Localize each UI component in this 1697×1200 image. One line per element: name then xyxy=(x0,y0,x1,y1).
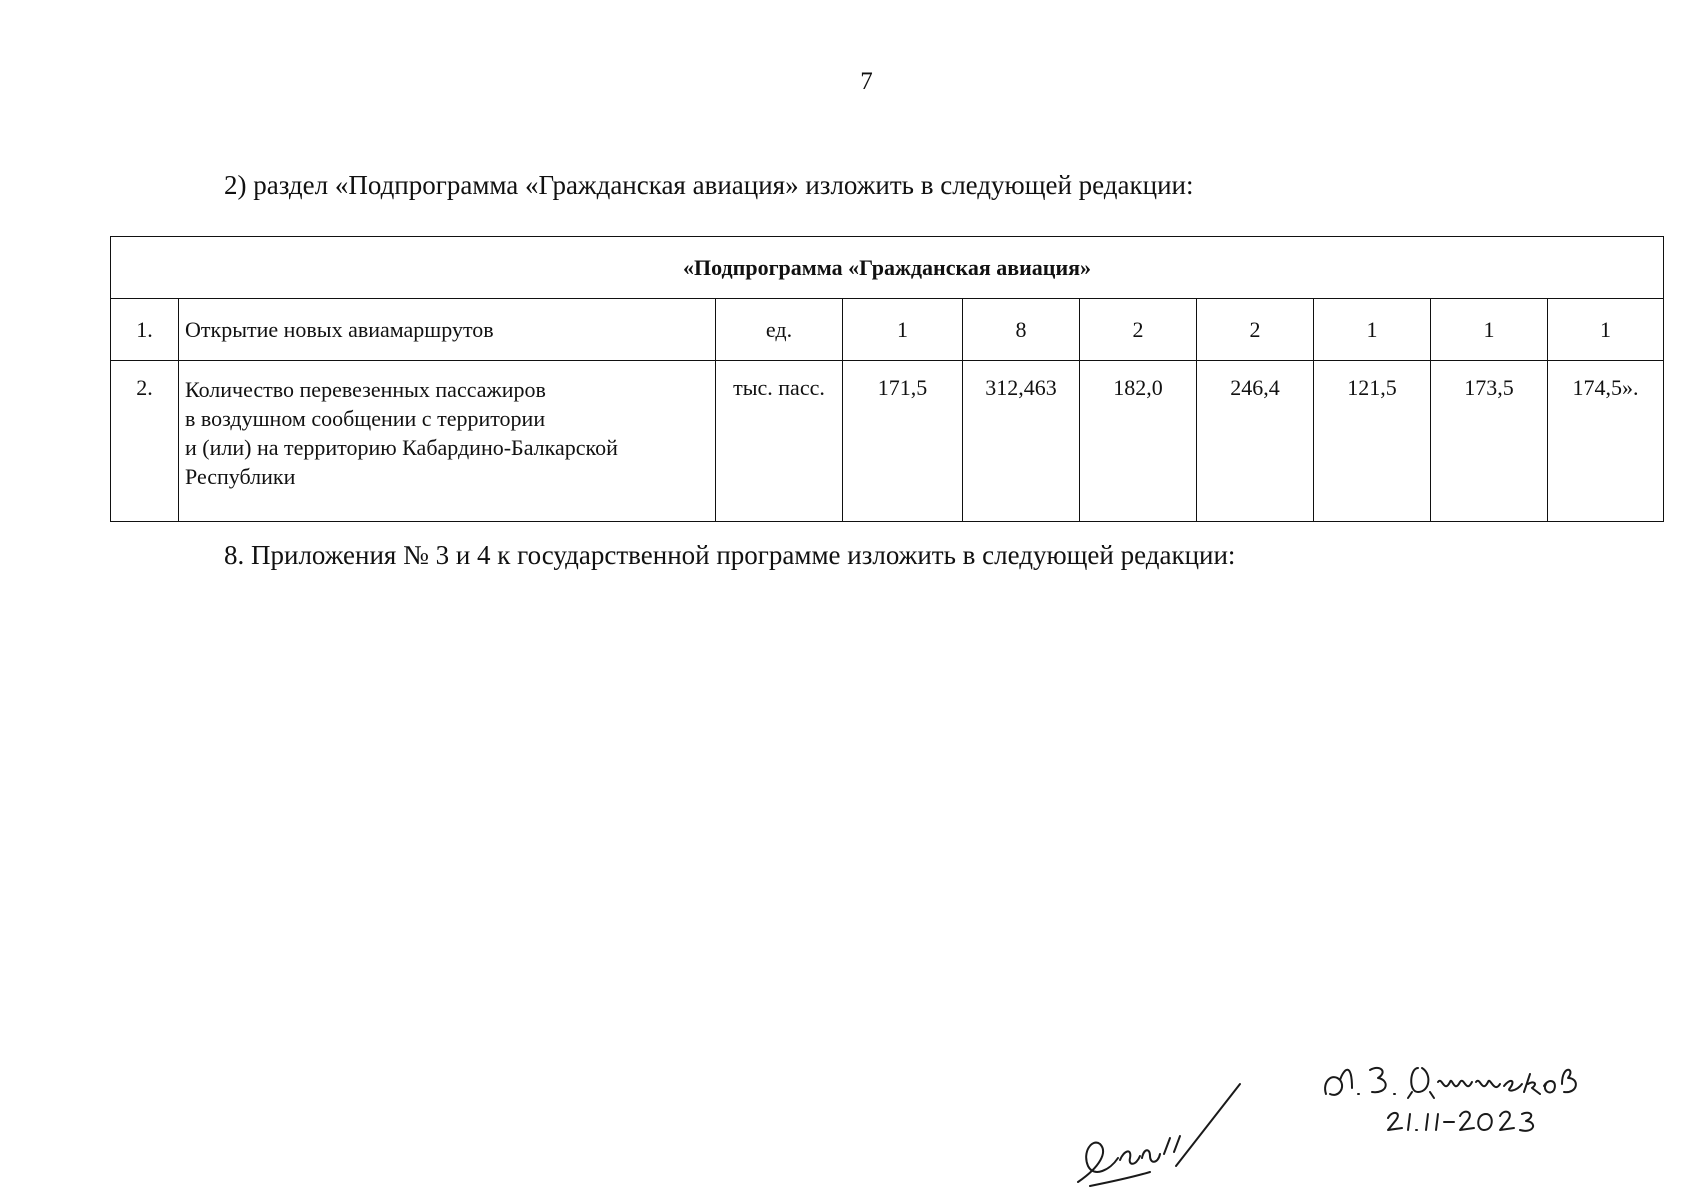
value-cell: 174,5». xyxy=(1548,361,1664,522)
handwritten-initials xyxy=(1070,1082,1250,1192)
value-cell: 171,5 xyxy=(843,361,963,522)
table-row xyxy=(111,361,1664,522)
value-cell: 8 xyxy=(963,299,1080,361)
indicator-name-line: Количество перевезенных пассажиров xyxy=(185,377,546,402)
unit-cell: ед. xyxy=(716,299,843,361)
page-number: 7 xyxy=(860,68,873,95)
value-cell: 182,0 xyxy=(1080,361,1197,522)
value-cell: 1 xyxy=(1314,299,1431,361)
value-cell: 1 xyxy=(1431,299,1548,361)
subprogram-table xyxy=(110,236,1664,522)
value-cell: 1 xyxy=(843,299,963,361)
value-cell: 312,463 xyxy=(963,361,1080,522)
value-cell: 121,5 xyxy=(1314,361,1431,522)
value-cell: 246,4 xyxy=(1197,361,1314,522)
section-title-row xyxy=(111,237,1664,299)
value-cell: 2 xyxy=(1080,299,1197,361)
closing-paragraph: 8. Приложения № 3 и 4 к государственной программе изложить в следующей редакции: xyxy=(224,540,1236,570)
row-number: 2. xyxy=(111,361,179,522)
indicator-name-line: Республики xyxy=(185,464,296,489)
handwritten-signature xyxy=(1318,1058,1618,1138)
value-cell: 1 xyxy=(1548,299,1664,361)
value-cell: 2 xyxy=(1197,299,1314,361)
indicator-name-line: и (или) на территорию Кабардино-Балкарской xyxy=(185,435,618,460)
indicator-name xyxy=(179,299,716,361)
indicator-name-line: в воздушном сообщении с территории xyxy=(185,406,546,431)
section-title: «Подпрограмма «Гражданская авиация» xyxy=(111,237,1664,299)
unit-cell: тыс. пасс. xyxy=(716,361,843,522)
value-cell: 173,5 xyxy=(1431,361,1548,522)
indicator-name xyxy=(179,361,716,522)
indicator-name-line: Открытие новых авиамаршрутов xyxy=(185,317,494,342)
table-row xyxy=(111,299,1664,361)
intro-paragraph: 2) раздел «Подпрограмма «Гражданская авиация» изложить в следующей редакции: xyxy=(224,170,1194,200)
row-number: 1. xyxy=(111,299,179,361)
